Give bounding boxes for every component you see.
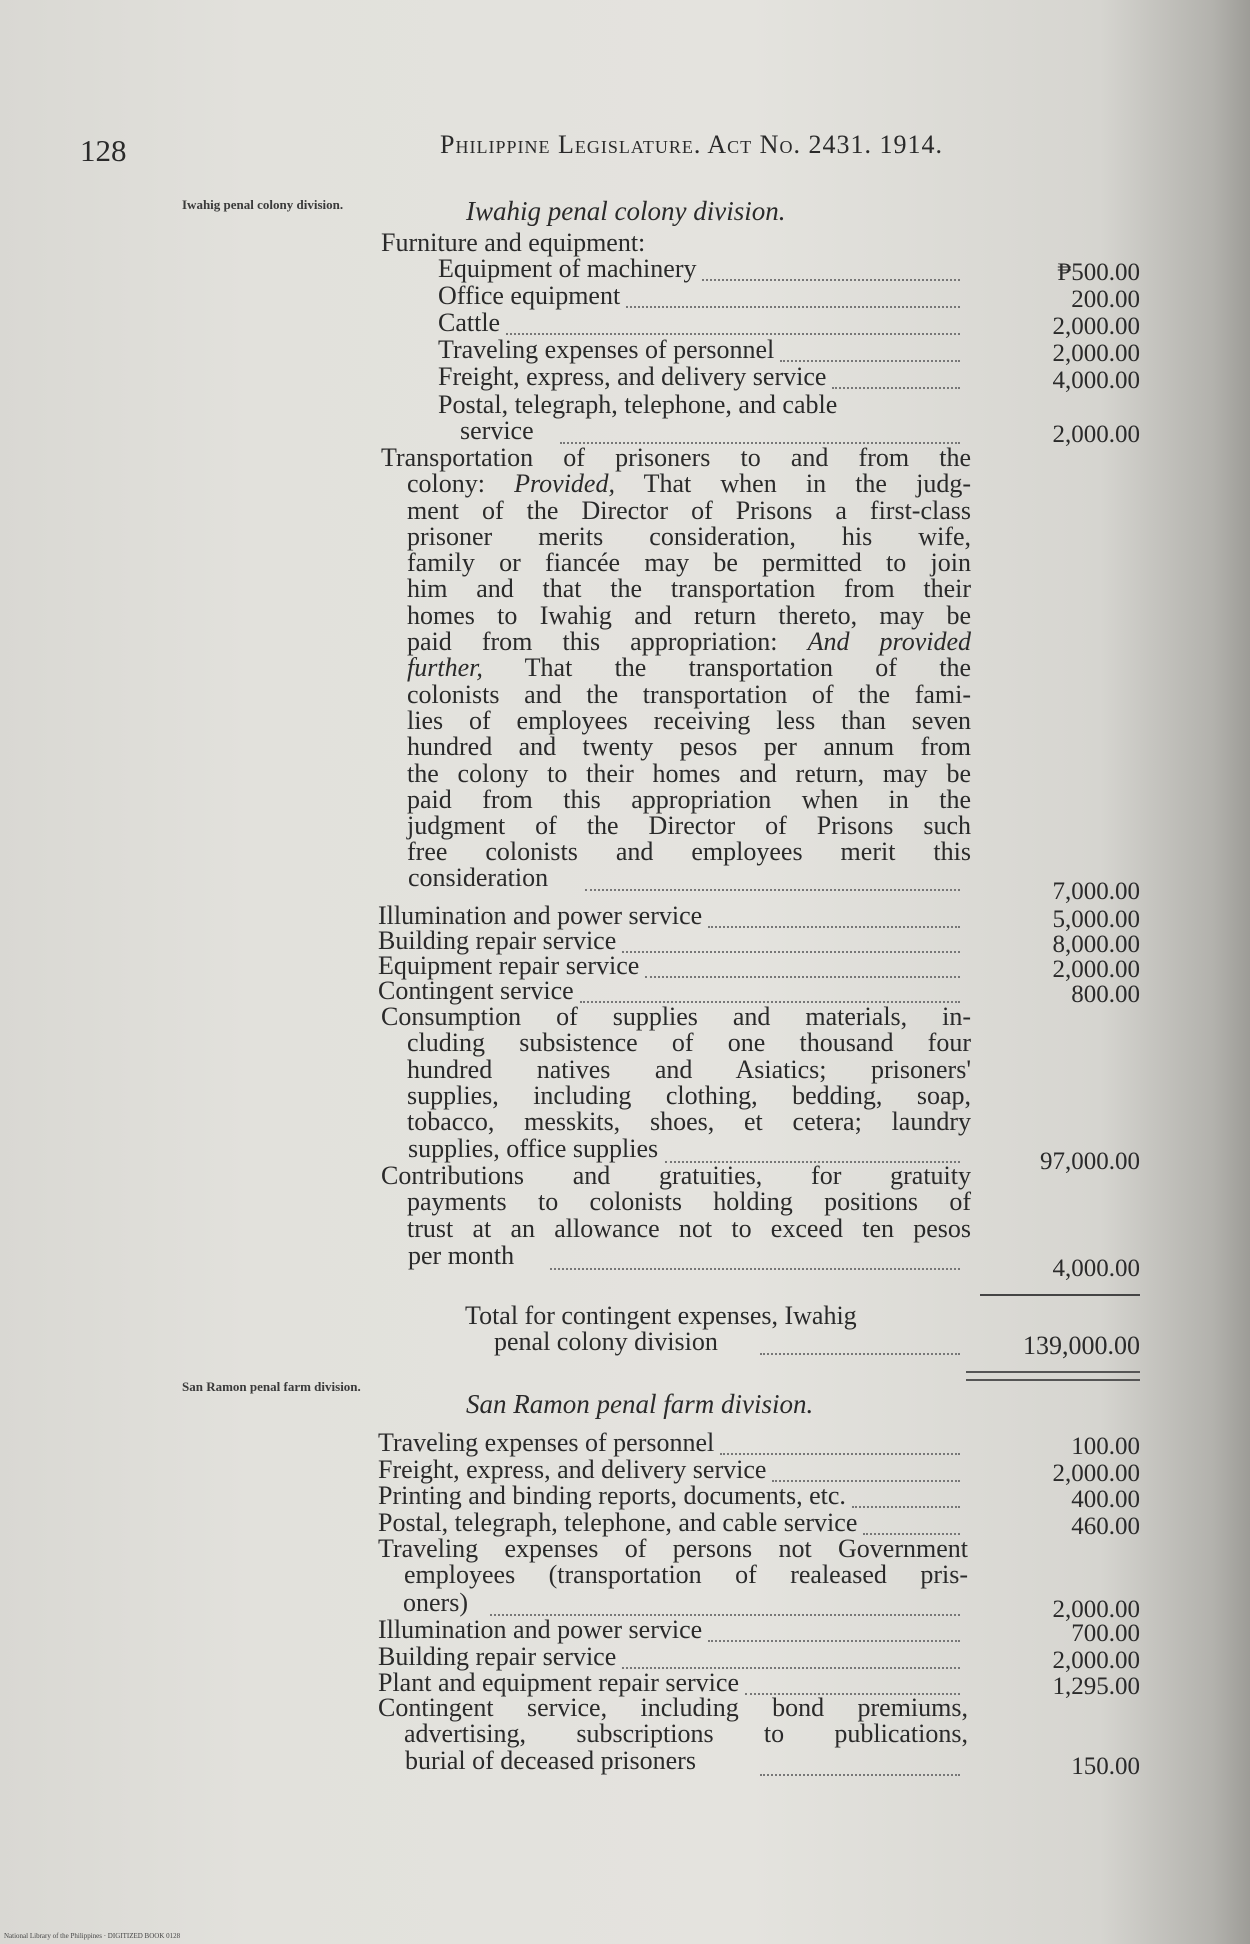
amount: 97,000.00 xyxy=(1040,1148,1140,1175)
dot-leader xyxy=(645,974,960,978)
line-item-label: Illumination and power service xyxy=(378,901,703,930)
dot-leader xyxy=(760,1351,960,1355)
margin-note-iwahig: Iwahig penal colony division. xyxy=(182,197,344,212)
paragraph-line: hundred and twenty pesos per annum from xyxy=(407,732,971,762)
line-item-label: Illumination and power service xyxy=(378,1615,703,1644)
san-ramon-contingent-last: burial of deceased prisoners xyxy=(405,1746,696,1775)
line-item-label: Traveling expenses of personnel xyxy=(378,1428,715,1457)
paragraph-line: trust at an allowance not to exceed ten pesos xyxy=(407,1213,971,1243)
paragraph-line: employees (transportation of realeased pris- xyxy=(404,1560,968,1590)
postal-line-2: service xyxy=(460,416,534,445)
line-item-amount: 1,295.00 xyxy=(1052,1673,1140,1700)
paragraph-line: lies of employees receiving less than seven xyxy=(407,705,971,735)
dot-leader xyxy=(708,1638,960,1642)
paragraph-line: cluding subsistence of one thousand four xyxy=(407,1028,971,1058)
line-item-amount: 200.00 xyxy=(1071,286,1140,313)
running-header: Philippine Legislature. Act No. 2431. 1914. xyxy=(440,130,943,159)
dot-leader xyxy=(626,304,960,308)
dot-leader xyxy=(550,1266,960,1270)
line-item-label: Plant and equipment repair service xyxy=(378,1668,739,1697)
amount: 4,000.00 xyxy=(1052,1255,1140,1282)
paragraph-line: family or fiancée may be permitted to join xyxy=(407,548,971,578)
line-item-amount: 4,000.00 xyxy=(1052,367,1140,394)
line-item-amount: 2,000.00 xyxy=(1052,313,1140,340)
paragraph-line: the colony to their homes and return, may be xyxy=(407,758,971,788)
paragraph-line: colony: Provided, That when in the judg- xyxy=(407,469,971,499)
paragraph-line: further, That the transportation of the xyxy=(407,653,971,683)
line-item-label: Contingent service xyxy=(378,976,574,1005)
consumption-last-line: supplies, office supplies xyxy=(408,1134,659,1163)
line-item-amount: 460.00 xyxy=(1071,1512,1140,1540)
paragraph-line: Transportation of prisoners to and from the xyxy=(381,443,971,472)
transport-last-line: consideration xyxy=(408,863,549,892)
paragraph-line: payments to colonists holding positions of xyxy=(407,1187,971,1217)
paragraph-line: advertising, subscriptions to publications, xyxy=(404,1719,968,1749)
amount: 150.00 xyxy=(1071,1753,1140,1780)
san-ramon-travel-last: oners) xyxy=(403,1588,468,1617)
san-ramon-travel-paragraph xyxy=(378,1536,988,1589)
line-item-amount: 2,000.00 xyxy=(1052,1459,1140,1487)
paragraph-line: tobacco, messkits, shoes, et cetera; laundry xyxy=(407,1107,971,1137)
paragraph-line: colonists and the transportation of the fami- xyxy=(407,679,971,709)
paragraph-line: Contributions and gratuities, for gratuity xyxy=(381,1161,971,1190)
amount: 2,000.00 xyxy=(1052,421,1140,448)
section-heading-iwahig: Iwahig penal colony division. xyxy=(466,196,786,226)
line-item-label: Freight, express, and delivery service xyxy=(438,362,827,391)
paragraph-line: Consumption of supplies and materials, in- xyxy=(381,1002,971,1031)
amount: 7,000.00 xyxy=(1052,878,1140,905)
page-number: 128 xyxy=(80,133,127,168)
postal-line-1: Postal, telegraph, telephone, and cable xyxy=(438,390,838,419)
paragraph-line: him and that the transportation from their xyxy=(407,574,971,604)
paragraph-line: homes to Iwahig and return thereto, may be xyxy=(407,600,971,630)
line-item-amount: 2,000.00 xyxy=(1052,1646,1140,1674)
total-line-1: Total for contingent expenses, Iwahig xyxy=(465,1301,857,1330)
line-item-amount: 800.00 xyxy=(1071,981,1140,1008)
total-rule xyxy=(980,1294,1140,1296)
furniture-label: Furniture and equipment: xyxy=(381,228,646,257)
dot-leader xyxy=(702,277,960,281)
dot-leader xyxy=(622,949,960,953)
line-item-amount: 400.00 xyxy=(1071,1486,1140,1513)
line-item-amount: 2,000.00 xyxy=(1052,956,1140,983)
line-item-amount: 8,000.00 xyxy=(1052,931,1140,958)
line-item-label: Postal, telegraph, telephone, and cable service xyxy=(378,1507,858,1537)
paragraph-line: paid from this appropriation: And provided xyxy=(407,627,971,657)
line-item-label: Equipment repair service xyxy=(378,951,640,980)
paragraph-line: hundred natives and Asiatics; prisoners' xyxy=(407,1054,971,1084)
footer-credit: National Library of the Philippines · DIGITIZED BOOK 0128 xyxy=(4,1932,181,1940)
paragraph-line: judgment of the Director of Prisons such xyxy=(407,811,971,841)
line-item-amount: 100.00 xyxy=(1071,1433,1140,1460)
line-item-label: Building repair service xyxy=(378,1641,617,1671)
line-item-label: Freight, express, and delivery service xyxy=(378,1454,767,1484)
line-item-amount: 2,000.00 xyxy=(1052,340,1140,367)
line-item-amount: ₱500.00 xyxy=(1057,259,1140,286)
line-item-label: Building repair service xyxy=(378,926,617,955)
san-ramon-contingent-paragraph xyxy=(378,1695,988,1748)
transport-paragraph xyxy=(381,445,991,866)
total-line-2: penal colony division xyxy=(494,1327,718,1356)
contributions-last-line: per month xyxy=(408,1241,515,1270)
amount: 2,000.00 xyxy=(1052,1596,1140,1623)
dot-leader xyxy=(832,385,960,389)
line-item-label: Printing and binding reports, documents, etc. xyxy=(378,1481,846,1510)
paragraph-line: prisoner merits consideration, his wife, xyxy=(407,521,971,551)
line-item-label: Office equipment xyxy=(438,281,621,310)
paragraph-line: paid from this appropriation when in the xyxy=(407,784,971,814)
line-item-amount: 5,000.00 xyxy=(1052,906,1140,933)
line-item-label: Equipment of machinery xyxy=(438,254,697,283)
paragraph-line: Contingent service, including bond premiums, xyxy=(378,1693,968,1722)
contributions-paragraph xyxy=(381,1163,991,1242)
line-item-label: Cattle xyxy=(438,308,501,337)
paragraph-line: free colonists and employees merit this xyxy=(407,837,971,867)
line-item-amount: 700.00 xyxy=(1071,1620,1140,1647)
double-rule xyxy=(966,1371,1140,1381)
paragraph-line: Traveling expenses of persons not Government xyxy=(378,1534,968,1563)
paragraph-line: ment of the Director of Prisons a first-class xyxy=(407,495,971,525)
dot-leader xyxy=(708,924,960,928)
dot-leader xyxy=(760,1772,960,1776)
dot-leader xyxy=(585,887,960,891)
dot-leader xyxy=(852,1504,960,1508)
consumption-paragraph xyxy=(381,1004,991,1135)
total-amount: 139,000.00 xyxy=(1023,1331,1140,1360)
section-heading-san-ramon: San Ramon penal farm division. xyxy=(466,1389,814,1419)
paragraph-line: supplies, including clothing, bedding, soap, xyxy=(407,1080,971,1110)
line-item-label: Traveling expenses of personnel xyxy=(438,335,775,364)
margin-note-san-ramon: San Ramon penal farm division. xyxy=(182,1379,361,1394)
